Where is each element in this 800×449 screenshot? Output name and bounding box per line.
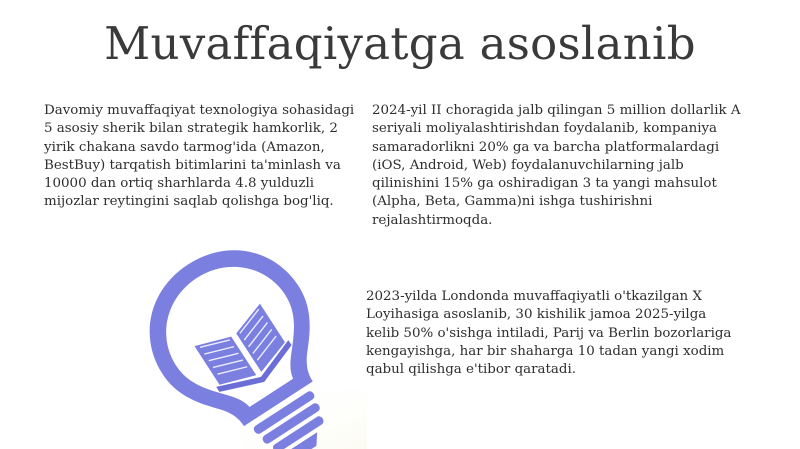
paragraph-funding: 2024-yil II choragida jalb qilingan 5 million dollarlik A seriyali moliyalashtirishdan foydalanib, kompaniya samaradorlikni 20% ga va barcha platformalardagi (iOS, Android, Web) foydalanuvchilarning jalb qilinishini 15% ga oshiradigan 3 ta yangi mahsulot (Alpha, Beta, Gamma)ni ishga tushirishni rejalashtirmoqda. <box>372 103 741 228</box>
paragraph-partnerships: Davomiy muvaffaqiyat texnologiya sohasidagi 5 asosiy sherik bilan strategik hamkorlik, 2 yirik chakana savdo tarmog'ida (Amazon, BestBuy) tarqatish bitimlarini ta'minlash va 10000 dan ortiq sharhlarda 4.8 yulduzli mijozlar reytingini saqlab qolishga bog'liq. <box>44 103 355 210</box>
lightbulb-book-icon <box>122 240 367 449</box>
page-title: Muvaffaqiyatga asoslanib <box>104 17 696 70</box>
paragraph-expansion: 2023-yilda Londonda muvaffaqiyatli o'tkazilgan X Loyihasiga asoslanib, 30 kishilik jamoa 2025-yilga kelib 50% o'sishga intiladi, Parij va Berlin bozorlariga kengayishga, har bir shaharga 10 tadan yangi xodim qabul qilishga e'tibor qaratadi. <box>366 289 732 378</box>
